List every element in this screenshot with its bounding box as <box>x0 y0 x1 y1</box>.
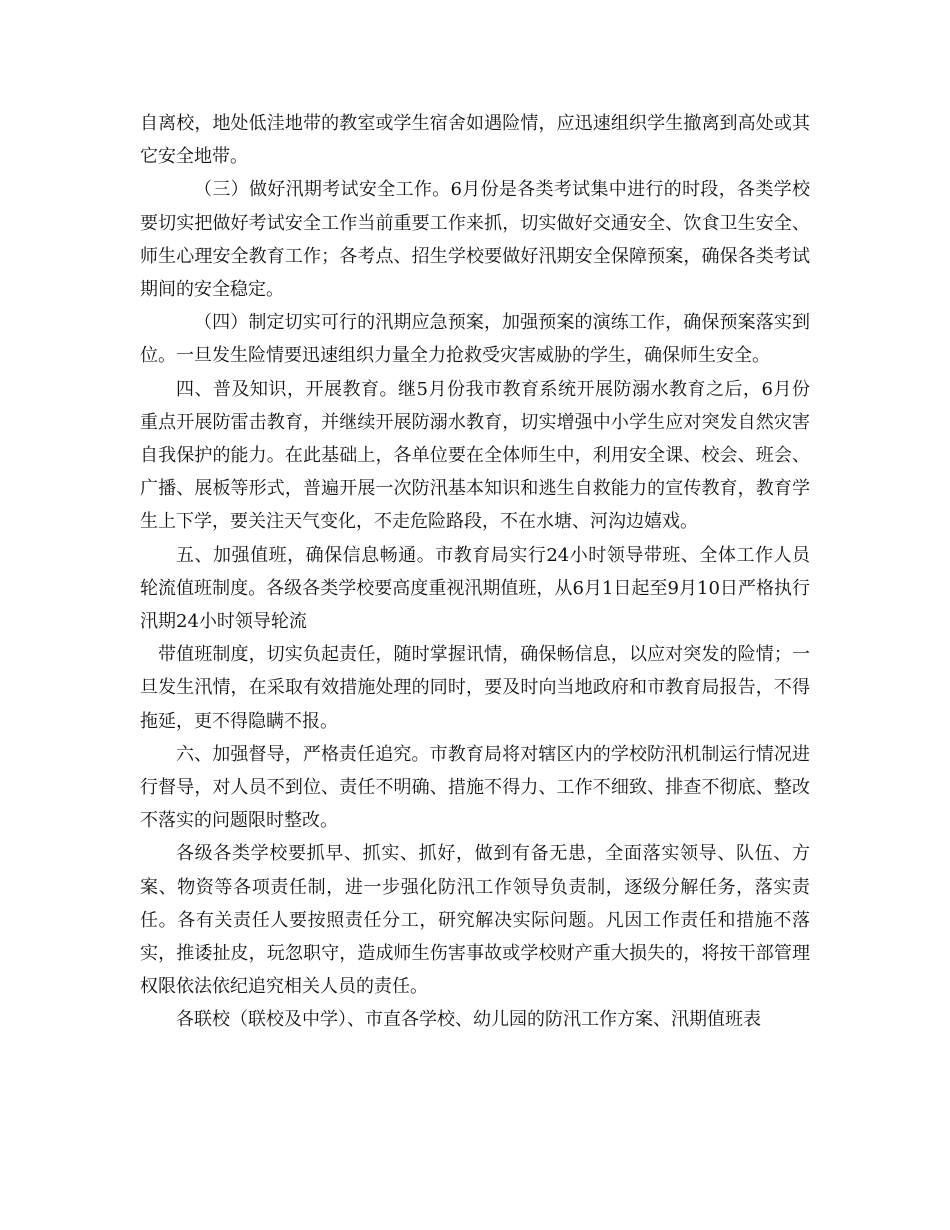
paragraph-emergency-plan: （四）制定切实可行的汛期应急预案，加强预案的演练工作，确保预案落实到位。一旦发生险情要迅速组织力量全力抢救受灾害威胁的学生，确保师生安全。 <box>140 312 810 367</box>
paragraph-submission: 各联校（联校及中学）、市直各学校、幼儿园的防汛工作方案、汛期值班表 <box>176 1009 761 1031</box>
paragraph-exam-safety: （三）做好汛期考试安全工作。6月份是各类考试集中进行的时段，各类学校要切实把做好考试安全工作当前重要工作来抓，切实做好交通安全、饮食卫生安全、师生心理安全教育工作；各考点、招生学校要做好汛期安全保障预案，确保各类考试期间的安全稳定。 <box>140 179 810 301</box>
paragraph-supervision: 六、加强督导，严格责任追究。市教育局将对辖区内的学校防汛机制运行情况进行督导，对人员不到位、责任不明确、措施不得力、工作不细致、排查不彻底、整改不落实的问题限时整改。 <box>140 743 810 832</box>
paragraph-duty-system: 带值班制度，切实负起责任，随时掌握讯情，确保畅信息，以应对突发的险情；一旦发生汛情，在采取有效措施处理的同时，要及时向当地政府和市教育局报告，不得拖延，更不得隐瞒不报。 <box>140 644 810 732</box>
paragraph-duty: 五、加强值班，确保信息畅通。市教育局实行24小时领导带班、全体工作人员轮流值班制度。各级各类学校要高度重视汛期值班，从6月1日起至9月10日严格执行汛期24小时领导轮流 <box>140 544 810 633</box>
paragraph-responsibility: 各级各类学校要抓早、抓实、抓好，做到有备无患，全面落实领导、队伍、方案、物资等各项责任制，进一步强化防汛工作领导负责制，逐级分解任务，落实责任。各有关责任人要按照责任分工，研究解决实际问题。凡因工作责任和措施不落实，推诿扯皮，玩忽职守，造成师生伤害事故或学校财产重大损失的，将按干部管理权限依法依纪追究相关人员的责任。 <box>140 843 810 998</box>
paragraph-continuation: 自离校，地处低洼地带的教室或学生宿舍如遇险情，应迅速组织学生撤离到高处或其它安全地带。 <box>140 113 810 168</box>
paragraph-education: 四、普及知识，开展教育。继5月份我市教育系统开展防溺水教育之后，6月份重点开展防雷击教育，并继续开展防溺水教育，切实增强中小学生应对突发自然灾害自我保护的能力。在此基础上，各单位要在全体师生中，利用安全课、校会、班会、广播、展板等形式，普遍开展一次防汛基本知识和逃生自救能力的宣传教育，教育学生上下学，要关注天气变化，不走危险路段，不在水塘、河沟边嬉戏。 <box>140 378 810 533</box>
